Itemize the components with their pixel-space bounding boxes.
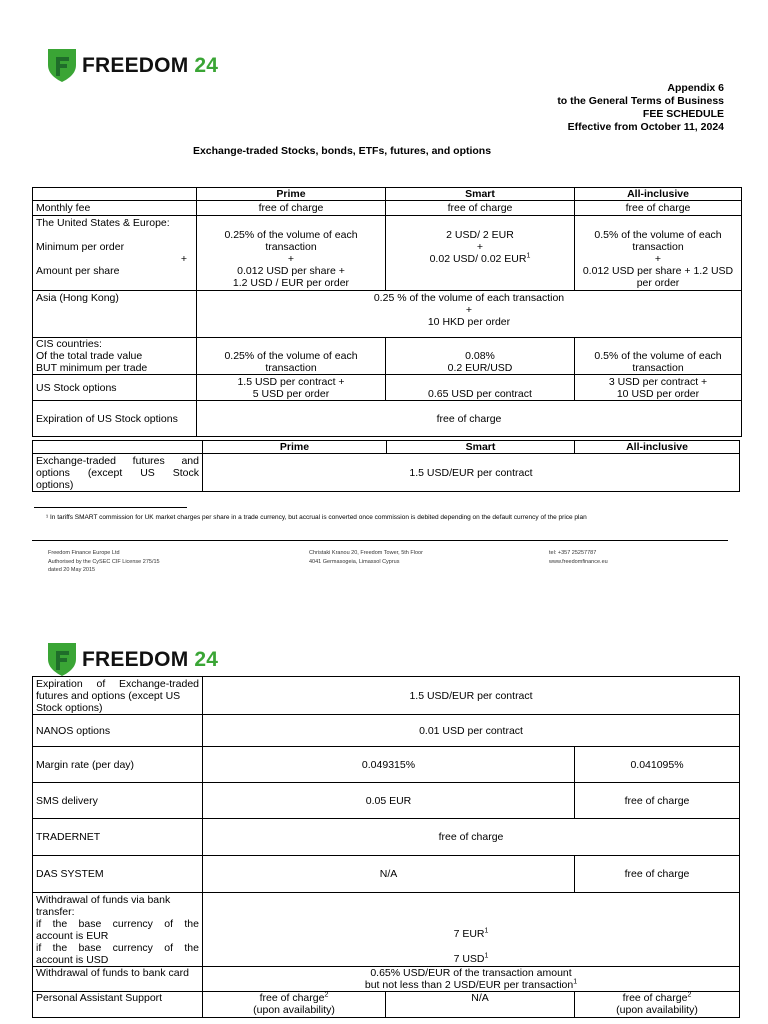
fee-table-services: [32, 676, 740, 1018]
row-label-card-withdrawal: Withdrawal of funds to bank card: [33, 967, 203, 992]
row-label-monthly-fee: Monthly fee: [33, 201, 197, 216]
cell-value: 7 EUR$^1$ 7 USD$^1$: [203, 893, 740, 967]
cell-value: 0.65% USD/EUR of the transaction amount but not less than 2 USD/EUR per transaction$^1$: [203, 967, 740, 992]
cell-value: 1.5 USD/EUR per contract: [203, 454, 740, 492]
footer-divider: [32, 540, 728, 541]
cell-value: free of charge: [203, 819, 740, 856]
cell-value: 0.5% of the volume of each transaction: [575, 338, 742, 375]
row-label-futures-options: Exchange-traded futures and options (except US Stock options): [33, 454, 203, 492]
table-row: [33, 747, 740, 783]
row-label-assistant: Personal Assistant Support: [33, 992, 203, 1018]
header-prime: Prime: [197, 188, 386, 201]
table-row: [33, 677, 740, 715]
table-row: [33, 856, 740, 893]
cell-value: free of charge: [197, 201, 386, 216]
cell-value: 0.25% of the volume of each transaction + 0.012 USD per share + 1.2 USD / EUR per order: [197, 216, 386, 291]
table-row: [33, 893, 740, 967]
freedom24-shield-icon: [48, 49, 76, 82]
cell-value: 0.25% of the volume of each transaction: [197, 338, 386, 375]
appendix-line: FEE SCHEDULE: [642, 108, 724, 120]
header-smart: Smart: [386, 188, 575, 201]
cell-value: 0.5% of the volume of each transaction + 0.012 USD per share + 1.2 USD per order: [575, 216, 742, 291]
cell-value: 3 USD per contract + 10 USD per order: [575, 375, 742, 401]
cell-value: free of charge: [197, 401, 742, 437]
cell-value: free of charge$^2$ (upon availability): [203, 992, 386, 1018]
cell-value: free of charge: [386, 201, 575, 216]
row-label-expiration-futures: Expiration of Exchange-traded futures and options (except US Stock options): [33, 677, 203, 715]
fee-table-main: [32, 187, 742, 437]
freedom24-logo: [48, 49, 218, 82]
row-label-expiration: Expiration of US Stock options: [33, 401, 197, 437]
table-row: [33, 783, 740, 819]
table-row: [33, 201, 742, 216]
table-header-row: [33, 441, 740, 454]
header-smart: Smart: [387, 441, 575, 454]
table-row: [33, 454, 740, 492]
row-label-margin-rate: Margin rate (per day): [33, 747, 203, 783]
cell-value: N/A: [386, 992, 575, 1018]
cell-value: 2 USD/ 2 EUR + 0.02 USD/ 0.02 EUR$^1$: [386, 216, 575, 291]
row-label-us-stock-options: US Stock options: [33, 375, 197, 401]
document-title: Exchange-traded Stocks, bonds, ETFs, futures, and options: [192, 145, 492, 157]
fee-table-futures: [32, 440, 740, 492]
logo-wordmark: FREEDOM 24: [82, 53, 219, 77]
header-all-inclusive: All-inclusive: [575, 441, 740, 454]
footnote-text: ¹ In tariffs SMART commission for UK market charges per share in a trade currency, but accrual is converted once commission is debited depending on the default currency of the price plan: [46, 514, 587, 521]
cell-value: 0.05 EUR: [203, 783, 575, 819]
cell-value: 0.65 USD per contract: [386, 375, 575, 401]
row-label-das-system: DAS SYSTEM: [33, 856, 203, 893]
cell-value: free of charge$^2$ (upon availability): [575, 992, 740, 1018]
row-label-us-europe: The United States & Europe: Minimum per order + Amount per share: [33, 216, 197, 291]
row-label-bank-withdrawal: Withdrawal of funds via bank transfer: if the base currency of the account is EUR if the base currency of the account is USD: [33, 893, 203, 967]
table-row: [33, 992, 740, 1018]
table-row: [33, 819, 740, 856]
footnote-divider: [34, 507, 187, 508]
footer-address: Christaki Kranou 20, Freedom Tower, 5th Floor 4041 Germasogeia, Limassol Cyprus: [309, 550, 423, 565]
row-label-asia: Asia (Hong Kong): [33, 291, 197, 338]
cell-value: 1.5 USD/EUR per contract: [203, 677, 740, 715]
table-row: [33, 291, 742, 338]
freedom24-shield-icon: [48, 643, 76, 676]
appendix-line: Appendix 6: [667, 82, 724, 94]
cell-value: 0.041095%: [575, 747, 740, 783]
table-row: [33, 967, 740, 992]
cell-value: 0.25 % of the volume of each transaction + 10 HKD per order: [197, 291, 742, 338]
table-header-row: [33, 188, 742, 201]
logo-wordmark: FREEDOM 24: [82, 647, 219, 671]
header-all-inclusive: All-inclusive: [575, 188, 742, 201]
appendix-header: [557, 82, 724, 134]
cell-value: 1.5 USD per contract + 5 USD per order: [197, 375, 386, 401]
cell-value: 0.049315%: [203, 747, 575, 783]
freedom24-logo: [48, 643, 218, 676]
row-label-sms: SMS delivery: [33, 783, 203, 819]
table-row: [33, 338, 742, 375]
appendix-line: Effective from October 11, 2024: [567, 121, 724, 133]
cell-value: 0.08% 0.2 EUR/USD: [386, 338, 575, 375]
cell-value: free of charge: [575, 856, 740, 893]
row-label-nanos: NANOS options: [33, 715, 203, 747]
table-row: [33, 375, 742, 401]
appendix-line: to the General Terms of Business: [557, 95, 724, 107]
row-label-cis: CIS countries: Of the total trade value BUT minimum per trade: [33, 338, 197, 375]
table-row: [33, 401, 742, 437]
cell-value: free of charge: [575, 201, 742, 216]
cell-value: 0.01 USD per contract: [203, 715, 740, 747]
footer-contact: tel: +357 25257787 www.freedomfinance.eu: [549, 550, 608, 565]
table-row: [33, 216, 742, 291]
footer-company: Freedom Finance Europe Ltd Authorised by the CySEC CIF License 275/15 dated 20 May 2015: [48, 550, 160, 573]
cell-value: free of charge: [575, 783, 740, 819]
header-prime: Prime: [203, 441, 387, 454]
cell-value: N/A: [203, 856, 575, 893]
table-row: [33, 715, 740, 747]
row-label-tradernet: TRADERNET: [33, 819, 203, 856]
